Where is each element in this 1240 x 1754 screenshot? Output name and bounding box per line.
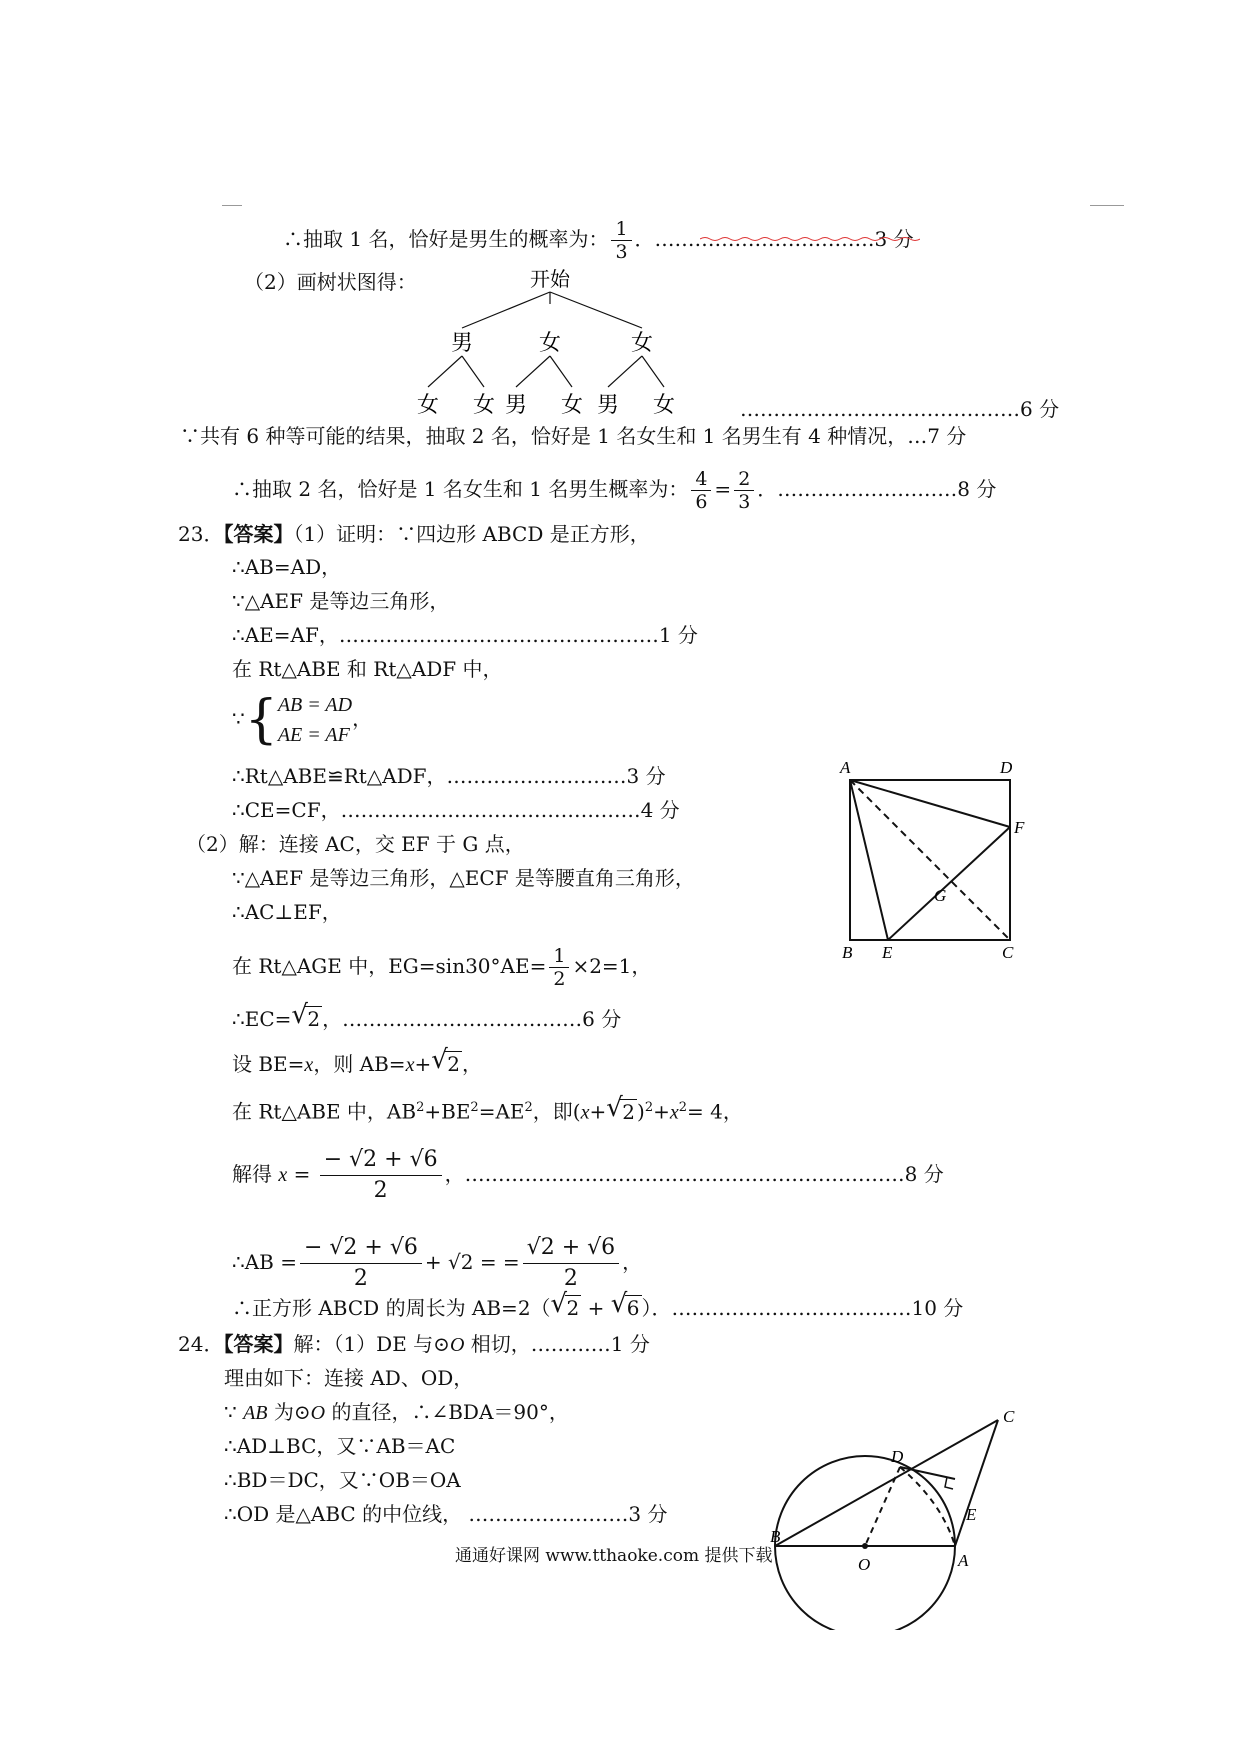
text: 的直径，∴∠BDA＝90°， [325,1400,569,1424]
q24-heading [178,1330,650,1359]
label-b: B [842,943,853,960]
text: + √2 = = [424,1250,520,1274]
denominator: 3 [615,241,628,263]
q23-line-ab-value [232,1233,642,1294]
label-e: E [966,1505,977,1524]
label-b: B [770,1527,781,1546]
q23-brace-system [232,690,372,750]
left-brace: { [244,690,278,750]
score-1: 相切，…………1 分 [464,1332,650,1356]
fraction-one-third [611,218,631,263]
label-c: C [1003,1408,1015,1426]
denominator: 6 [695,491,708,513]
tree-l2-5: 女 [652,392,676,417]
sqrt-6: √ 6 [610,1289,640,1320]
q23-line-ab-ad: ∴AB=AD， [232,555,342,579]
q23-line-pythagoras [232,1094,743,1127]
score-6-tree: ……………………………………6 分 [740,397,1060,421]
answer-tag: 【答案】 [223,1332,294,1356]
q24-line-reason: 理由如下：连接 AD、OD， [224,1366,474,1390]
answer-tag: 【答案】 [223,522,294,546]
text: 在 Rt△AGE 中，EG=sin30°AE= [232,954,547,978]
q24-line-ad-bc: ∴AD⊥BC，又∵AB＝AC [224,1434,456,1458]
figure-square-abcd [830,755,1030,960]
label-a: A [840,758,851,777]
q23-line-set-be [232,1045,482,1079]
plus: + [414,1052,432,1076]
score-3: ．……………………………3 分 [634,227,914,251]
q24-line-midline: ∴OD 是△ABC 的中位线， ……………………3 分 [224,1502,668,1526]
text: （1）证明：∵四边形 ABCD 是正方形， [293,522,650,546]
numerator: 2 [734,468,754,491]
var-ab: AB [243,1402,268,1424]
tree-diagram-heading: （2）画树状图得： [244,270,417,294]
label-o: O [858,1555,871,1574]
text: 解得 [232,1162,272,1186]
fraction-ab-2 [523,1233,619,1294]
text: ∴EC= [232,1007,292,1031]
comma: ， [622,1250,643,1274]
numerator: 4 [691,468,711,491]
text: =AE [478,1099,525,1124]
tree-l2-3: 女 [560,392,584,417]
tree-l2-4: 男 [596,392,620,417]
numerator: − √2 + √6 [300,1233,422,1264]
text: 解：（1）DE 与⊙ [293,1332,450,1356]
q23-line-ec [232,1000,622,1033]
label-c: C [1002,943,1014,960]
q23-line-perimeter [232,1289,964,1322]
equation-row: AE = AF [277,724,350,746]
comma: ， [352,706,373,731]
text: 设 BE= [232,1052,305,1076]
page-footer: 通通好课网 www.tthaoke.com 提供下载 [455,1546,773,1566]
var-x: x [278,1164,288,1186]
q23-line-ae-af: ∴AE=AF，…………………………………………1 分 [232,623,698,647]
score-8: ．………………………8 分 [757,477,997,501]
paren: ) [637,1099,645,1124]
comma: ， [461,1052,482,1076]
fraction-x-solution [320,1145,442,1206]
denominator: 2 [373,1178,388,1203]
radicand: 6 [626,1296,640,1320]
q23-line-eg [232,945,651,990]
numerator: 1 [549,945,569,968]
denominator: 2 [553,968,566,990]
q24-line-diameter [224,1398,569,1427]
header-rule-left [222,205,242,206]
text: = 4， [687,1099,743,1124]
var-o: O [310,1402,326,1424]
text: ∵ [224,1400,244,1424]
fraction-ab-1 [300,1233,422,1294]
plus: + [653,1099,670,1124]
sqrt-2: √ 2 [431,1045,460,1076]
var-x: x [669,1101,679,1124]
numerator: √2 + √6 [523,1233,619,1264]
label-d: D [891,1447,904,1466]
question-number: 24． [178,1332,224,1356]
var-x: x [405,1054,415,1076]
score-8b: ，…………………………………………………………8 分 [444,1162,944,1186]
var-x: x [580,1101,590,1124]
fraction-1-2 [549,945,569,990]
denominator: 2 [563,1266,578,1291]
var-o: O [449,1334,465,1356]
plus: + [589,1099,607,1124]
because-symbol: ∵ [232,706,245,731]
tree-l2-2: 男 [504,392,528,417]
plus: + [581,1296,611,1320]
spellcheck-squiggle [700,236,920,242]
q23-line-ce-cf: ∴CE=CF，………………………………………4 分 [232,798,680,822]
equation-system [278,690,352,750]
line-probability-two: ∴抽取 2 名，恰好是 1 名女生和 1 名男生概率为： $\frac{4}{6}$ = $\frac{2}{3}$ ．………………………8 分 [232,468,997,513]
q23-line-congruent: ∴Rt△ABE≌Rt△ADF，………………………3 分 [232,764,666,788]
numerator: 1 [611,218,631,241]
text: ，则 AB= [313,1052,406,1076]
q23-line-perpendicular: ∴AC⊥EF， [232,900,342,924]
exponent: 2 [524,1100,533,1115]
label-f: F [1014,818,1025,837]
tree-l1-1: 女 [538,330,562,355]
equation-row: AB = AD [277,694,353,716]
header-rule-right [1090,205,1124,206]
sqrt-2: √ 2 [550,1289,580,1320]
label-e: E [882,943,893,960]
radicand: 2 [447,1052,460,1076]
tree-l2-1: 女 [472,392,496,417]
radicand: 2 [566,1296,580,1320]
text: ×2=1， [572,954,652,978]
score-6: ，………………………………6 分 [322,1007,622,1031]
text: ，即( [532,1099,581,1124]
text: 为⊙ [267,1400,311,1424]
center-point [862,1543,868,1549]
q24-line-bd-dc: ∴BD＝DC，又∵OB＝OA [224,1468,461,1492]
exponent: 2 [416,1100,425,1115]
label-d: D [1000,758,1013,777]
tree-l1-0: 男 [450,330,474,355]
label-g: G [934,886,947,905]
line-six-outcomes: ∵共有 6 种等可能的结果，抽取 2 名，恰好是 1 名女生和 1 名男生有 4 种情况，…7 分 [180,424,967,448]
denominator: 3 [738,491,751,513]
fraction-2-3 [734,468,754,513]
text: +BE [424,1099,471,1124]
question-number: 23． [178,522,224,546]
fraction-4-6 [691,468,711,513]
numerator: − √2 + √6 [320,1145,442,1176]
radicand: 2 [307,1007,321,1031]
label-a: A [958,1551,969,1570]
sqrt-2: √ 2 [291,1000,321,1031]
tree-l1-2: 女 [630,330,654,355]
text: 在 Rt△ABE 中，AB [232,1099,417,1124]
q23-part2: （2）解：连接 AC，交 EF 于 G 点， [186,832,525,856]
exponent: 2 [644,1100,654,1115]
score-10: ）．………………………………10 分 [641,1296,964,1320]
var-x: x [304,1054,314,1076]
tree-root: 开始 [530,269,570,291]
q23-line-isosceles: ∵△AEF 是等边三角形，△ECF 是等腰直角三角形， [232,866,695,890]
tree-diagram [400,262,720,422]
denominator: 2 [353,1266,368,1291]
q23-line-rt-triangles: 在 Rt△ABE 和 Rt△ADF 中， [232,657,503,681]
text: ∴正方形 ABCD 的周长为 AB=2（ [232,1296,551,1320]
tree-l2-0: 女 [416,392,440,417]
radicand: 2 [622,1099,635,1124]
sqrt-2: √ 2 [606,1092,635,1124]
text: ∴抽取 1 名，恰好是男生的概率为： [283,227,609,251]
text: ∴AB = [232,1250,297,1274]
q23-heading [178,520,650,548]
figure-circle-o [770,1408,1030,1630]
exponent: 2 [470,1100,479,1115]
exponent: 2 [678,1100,688,1115]
q23-line-equilateral: ∵△AEF 是等边三角形， [232,589,450,613]
q23-line-solve-x: 解得 x = $\frac{- √2 + √6}{2}$ ，…………………………………………………………8 分 [232,1145,944,1206]
text: ∴抽取 2 名，恰好是 1 名女生和 1 名男生概率为： [232,477,689,501]
